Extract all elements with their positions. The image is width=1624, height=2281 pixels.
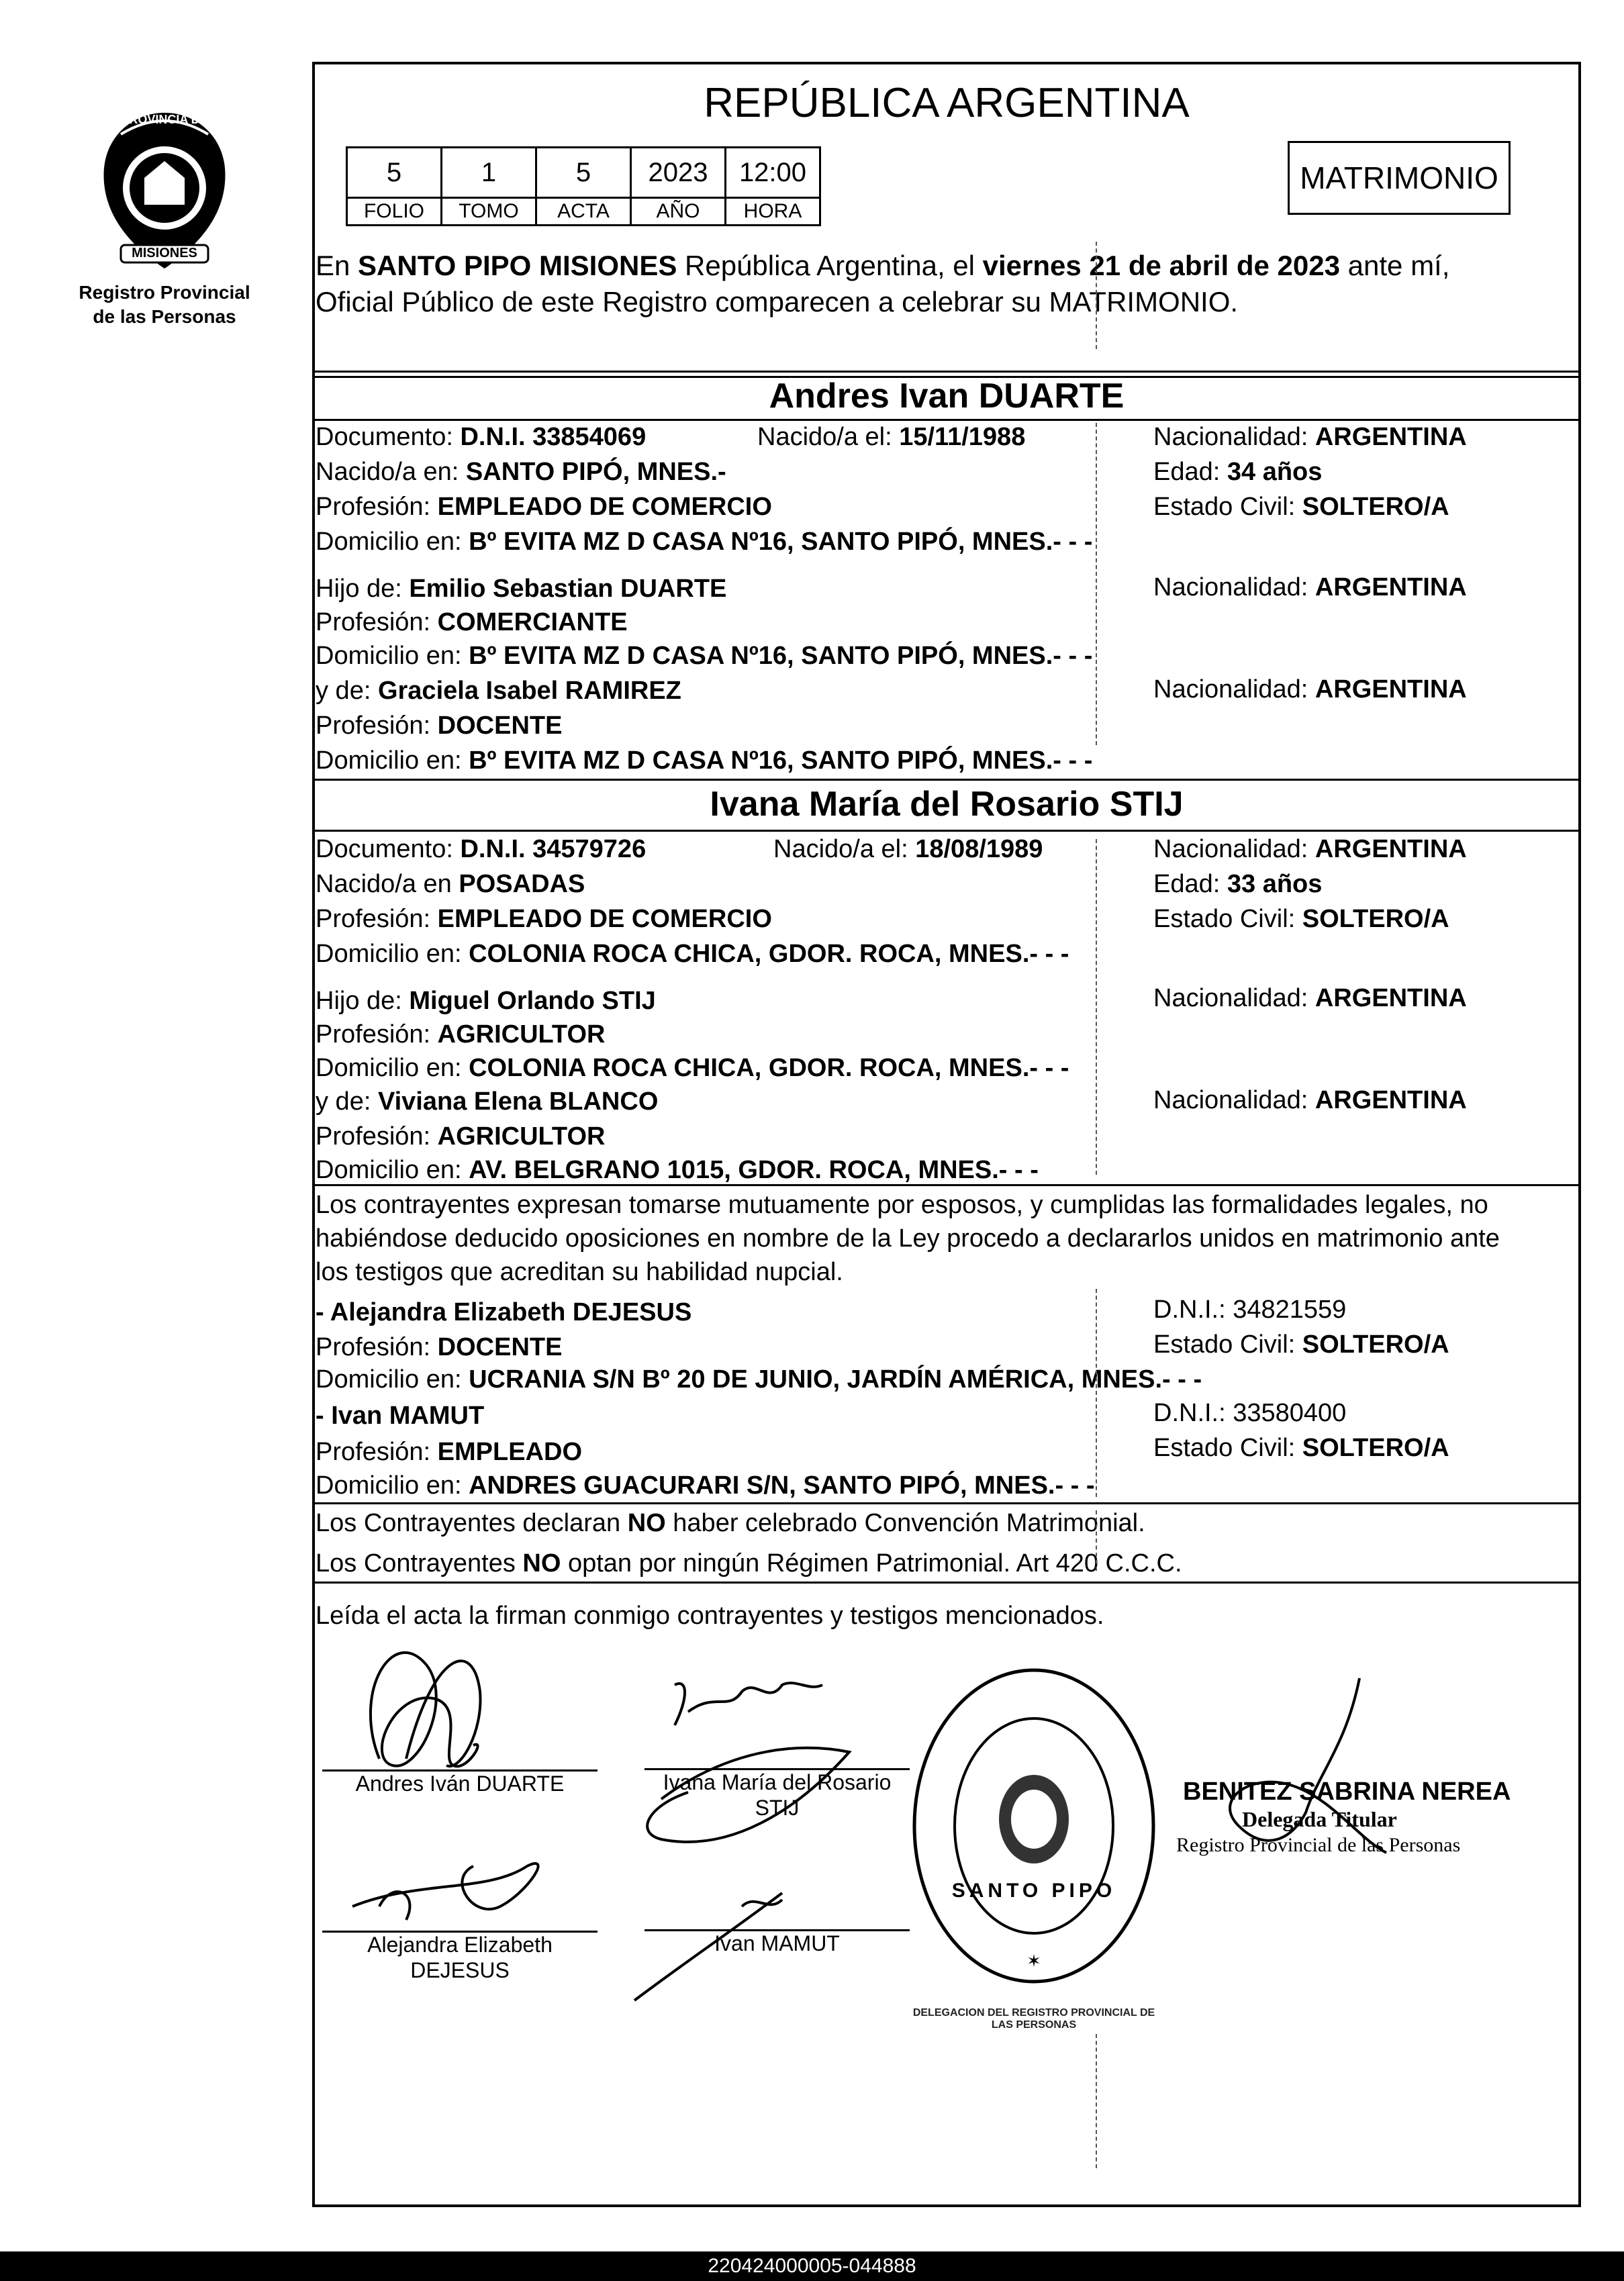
document-code-bar: 220424000005-044888 [0,2251,1624,2281]
convention-line1: Los Contrayentes declaran NO haber celebrado Convención Matrimonial. [316,1509,1145,1537]
folio-table [346,146,821,226]
intro-line1: En SANTO PIPO MISIONES República Argentina, el viernes 21 de abril de 2023 ante mí, [316,250,1450,281]
spouse1-nationality: Nacionalidad: ARGENTINA [1153,423,1467,451]
signature-label-stij-1: Ivana María del Rosario [663,1770,892,1794]
fold-mark [1096,839,1097,1175]
stamp-inner-text: SANTO PIPO [951,1880,1116,1902]
spouse2-born: Nacido/a el: 18/08/1989 [773,835,1043,863]
spouse1-father-address: Domicilio en: Bº EVITA MZ D CASA Nº16, SANTO PIPÓ, MNES.- - - [316,642,1093,670]
spouse2-mother-nationality: Nacionalidad: ARGENTINA [1153,1086,1467,1114]
signature-stij [675,1683,822,1725]
fold-mark [1096,242,1097,349]
declaration-line1: Los contrayentes expresan tomarse mutuamente por esposos, y cumplidas las formalidades legales, no [316,1191,1488,1219]
official-name: BENITEZ SABRINA NEREA [1183,1778,1511,1806]
spouse2-civil: Estado Civil: SOLTERO/A [1153,905,1449,933]
witness2-civil: Estado Civil: SOLTERO/A [1153,1434,1449,1462]
anio-label: AÑO [631,198,726,226]
spouse2-father-address: Domicilio en: COLONIA ROCA CHICA, GDOR. ROCA, MNES.- - - [316,1054,1069,1082]
page-title: REPÚBLICA ARGENTINA [704,80,1190,126]
witness1-name: - Alejandra Elizabeth DEJESUS [316,1298,692,1326]
divider [312,1582,1581,1584]
intro-line2: Oficial Público de este Registro comparecen a celebrar su MATRIMONIO. [316,286,1239,318]
spouse2-address: Domicilio en: COLONIA ROCA CHICA, GDOR. ROCA, MNES.- - - [316,940,1069,968]
spouse1-profession: Profesión: EMPLEADO DE COMERCIO [316,493,772,521]
spouse2-mother-profession: Profesión: AGRICULTOR [316,1122,606,1151]
read-statement: Leída el acta la firman conmigo contrayentes y testigos mencionados. [316,1602,1104,1630]
spouse1-name: Andres Ivan DUARTE [769,377,1125,416]
act-type-box: MATRIMONIO [1288,141,1511,215]
fold-mark [1096,423,1097,745]
signature-label-dejesus-2: DEJESUS [410,1958,510,1982]
spouse2-mother: y de: Viviana Elena BLANCO [316,1087,659,1116]
fold-mark [1096,1510,1097,1571]
witness1-profession: Profesión: DOCENTE [316,1333,563,1361]
official-org: Registro Provincial de las Personas [1176,1834,1461,1856]
intro-place: SANTO PIPO MISIONES [358,250,677,281]
seal-top-text: PROVINCIA DE [121,113,208,126]
spouse2-birthplace: Nacido/a en POSADAS [316,870,585,898]
hora-label: HORA [726,198,820,226]
divider [312,419,1581,421]
witness1-address: Domicilio en: UCRANIA S/N Bº 20 DE JUNIO, JARDÍN AMÉRICA, MNES.- - - [316,1365,1202,1394]
spouse2-age: Edad: 33 años [1153,870,1323,898]
spouse1-father: Hijo de: Emilio Sebastian DUARTE [316,575,727,603]
signature-label-dejesus-1: Alejandra Elizabeth [367,1933,553,1957]
spouse1-mother-profession: Profesión: DOCENTE [316,712,563,740]
registry-caption-line2: de las Personas [93,306,236,327]
witness1-dni: D.N.I.: 34821559 [1153,1296,1347,1324]
spouse2-profession: Profesión: EMPLEADO DE COMERCIO [316,905,772,933]
registry-caption-line1: Registro Provincial [79,282,250,303]
spouse1-father-profession: Profesión: COMERCIANTE [316,608,628,636]
spouse2-doc: Documento: D.N.I. 34579726 [316,835,647,863]
spouse1-mother: y de: Graciela Isabel RAMIREZ [316,677,681,705]
witness1-civil: Estado Civil: SOLTERO/A [1153,1330,1449,1359]
divider [312,1502,1581,1504]
convention-line2: Los Contrayentes NO optan por ningún Régimen Patrimonial. Art 420 C.C.C. [316,1549,1182,1578]
official-stamp [910,1665,1158,1987]
tomo-label: TOMO [442,198,536,226]
signature-label-mamut: Ivan MAMUT [714,1931,840,1955]
witness2-address: Domicilio en: ANDRES GUACURARI S/N, SANTO PIPÓ, MNES.- - - [316,1471,1095,1500]
declaration-line3: los testigos que acreditan su habilidad nupcial. [316,1258,843,1286]
spouse2-father-nationality: Nacionalidad: ARGENTINA [1153,984,1467,1012]
folio-value: 5 [347,148,442,198]
spouse2-nationality: Nacionalidad: ARGENTINA [1153,835,1467,863]
witness2-dni: D.N.I.: 33580400 [1153,1399,1347,1427]
fold-mark [1096,1289,1097,1497]
stamp-icon [910,1665,1158,1987]
declaration-line2: habiéndose deducido oposiciones en nombre de la Ley procedo a declararlos unidos en matrimonio ante [316,1224,1500,1253]
spouse1-mother-nationality: Nacionalidad: ARGENTINA [1153,675,1467,703]
anio-value: 2023 [631,148,726,198]
hora-value: 12:00 [726,148,820,198]
witness2-profession: Profesión: EMPLEADO [316,1438,583,1466]
seal-bottom-text: MISIONES [132,246,197,260]
spouse1-birthplace: Nacido/a en: SANTO PIPÓ, MNES.- [316,458,726,486]
spouse2-mother-address: Domicilio en: AV. BELGRANO 1015, GDOR. ROCA, MNES.- - - [316,1156,1039,1184]
spouse1-address: Domicilio en: Bº EVITA MZ D CASA Nº16, SANTO PIPÓ, MNES.- - - [316,528,1093,556]
spouse1-age: Edad: 34 años [1153,458,1323,486]
witness2-name: - Ivan MAMUT [316,1402,485,1430]
spouse1-civil: Estado Civil: SOLTERO/A [1153,493,1449,521]
signature-label-stij-2: STIJ [755,1796,800,1820]
spouse2-name: Ivana María del Rosario STIJ [710,785,1184,824]
spouse2-father: Hijo de: Miguel Orlando STIJ [316,987,656,1015]
spouse2-father-profession: Profesión: AGRICULTOR [316,1020,606,1049]
spouse1-father-nationality: Nacionalidad: ARGENTINA [1153,573,1467,601]
acta-value: 5 [536,148,631,198]
folio-label: FOLIO [347,198,442,226]
divider [312,1184,1581,1186]
tomo-value: 1 [442,148,536,198]
intro-date: viernes 21 de abril de 2023 [982,250,1340,281]
signature-dejesus [352,1863,538,1920]
signature-label-duarte: Andres Iván DUARTE [355,1772,565,1796]
spouse1-mother-address: Domicilio en: Bº EVITA MZ D CASA Nº16, SANTO PIPÓ, MNES.- - - [316,746,1093,775]
spouse1-doc: Documento: D.N.I. 33854069 [316,423,647,451]
fold-mark [1096,2034,1097,2168]
signature-duarte [371,1653,478,1766]
official-role: Delegada Titular [1242,1807,1397,1831]
svg-text:✶: ✶ [1026,1951,1041,1972]
stamp-outer-text: DELEGACION DEL REGISTRO PROVINCIAL DE LAS PERSONAS [912,2007,1155,2031]
divider [312,779,1581,781]
acta-label: ACTA [536,198,631,226]
divider [312,371,1581,373]
spouse1-born: Nacido/a el: 15/11/1988 [757,423,1026,451]
divider [312,830,1581,832]
